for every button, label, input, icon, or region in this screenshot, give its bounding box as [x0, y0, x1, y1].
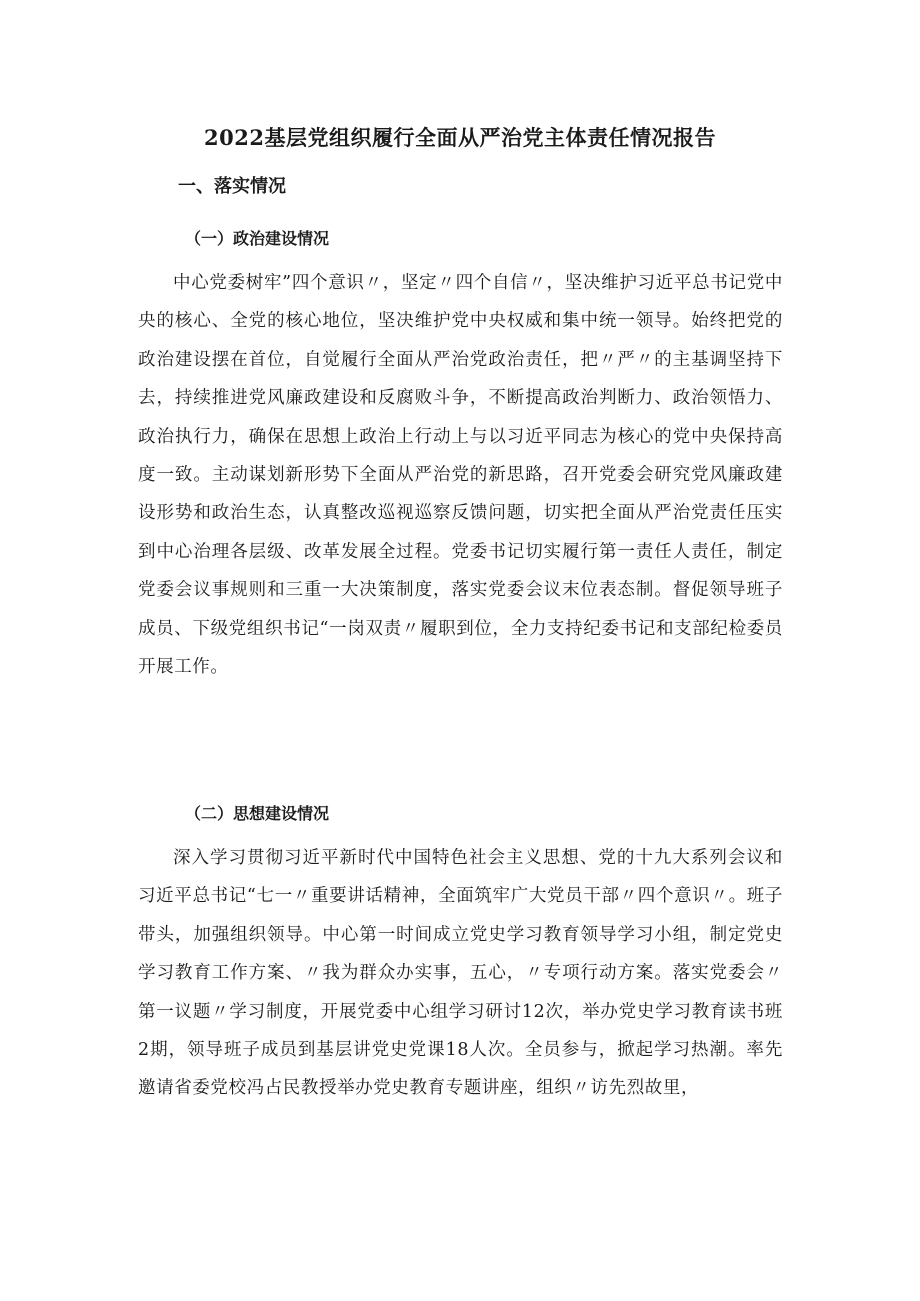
subsection-heading-political: （一）政治建设情况: [185, 229, 330, 248]
paragraph-ideological-construction: 深入学习贯彻习近平新时代中国特色社会主义思想、党的十九大系列会议和习近平总书记“七一〃重要讲话精神，全面筑牢广大党员干部〃四个意识〃。班子带头，加强组织领导。中心第一时间成立党史学习教育领导学习小组，制定党史学习教育工作方案、〃我为群众办实事，五心，〃专项行动方案。落实党委会〃第一议题〃学习制度，开展党委中心组学习研讨12次，举办党史学习教育读书班2期，领导班子成员到基层讲党史党课18人次。全员参与，掀起学习热潮。率先邀请省委党校冯占民教授举办党史教育专题讲座，组织〃访先烈故里，: [138, 848, 783, 1099]
document-title: 2022基层党组织履行全面从严治党主体责任情况报告: [204, 125, 716, 150]
paragraph-political-construction: 中心党委树牢”四个意识〃，坚定〃四个自信〃，坚决维护习近平总书记党中央的核心、全党的核心地位，坚决维护党中央权威和集中统一领导。始终把党的政治建设摆在首位，自觉履行全面从严治党政治责任，把〃严〃的主基调坚持下去，持续推进党风廉政建设和反腐败斗争，不断提高政治判断力、政治领悟力、政治执行力，确保在思想上政治上行动上与以习近平同志为核心的党中央保持高度一致。主动谋划新形势下全面从严治党的新思路，召开党委会研究党风廉政建设形势和政治生态，认真整改巡视巡察反馈问题，切实把全面从严治党责任压实到中心治理各层级、改革发展全过程。党委书记切实履行第一责任人责任，制定党委会议事规则和三重一大决策制度，落实党委会议末位表态制。督促领导班子成员、下级党组织书记“一岗双责〃履职到位，全力支持纪委书记和支部纪检委员开展工作。: [138, 273, 783, 678]
subsection-heading-ideological: （二）思想建设情况: [185, 804, 330, 823]
section-heading-implementation: 一、落实情况: [178, 176, 286, 197]
